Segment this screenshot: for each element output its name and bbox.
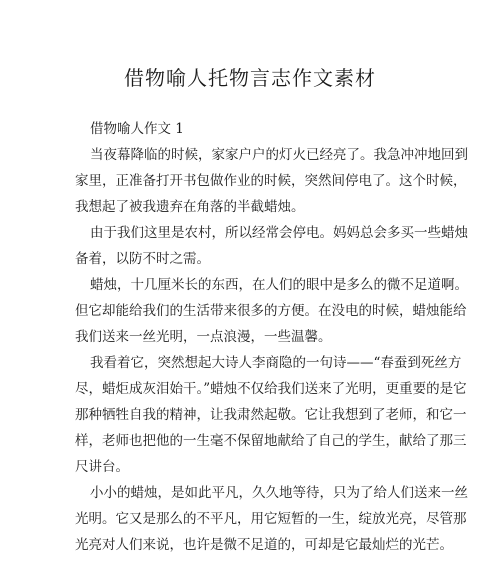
paragraph bbox=[75, 350, 467, 480]
paragraph-line: 当夜幕降临的时候，家家户户的灯火已经亮了。我急冲冲地回到 bbox=[90, 147, 468, 163]
paragraph bbox=[75, 480, 468, 558]
section-heading: 借物喻人作文 1 bbox=[90, 121, 184, 137]
paragraph-line: 我想起了被我遗弃在角落的半截蜡烛。 bbox=[75, 199, 305, 215]
document-body bbox=[75, 116, 468, 558]
paragraph bbox=[75, 272, 468, 350]
paragraph-line: 备着，以防不时之需。 bbox=[75, 251, 210, 267]
paragraph-list bbox=[75, 142, 468, 558]
paragraph bbox=[75, 142, 468, 220]
paragraph-line: 尽，蜡炬成灰泪始干。”蜡烛不仅给我们送来了光明，更重要的是它 bbox=[75, 381, 467, 397]
paragraph-line: 样，老师也把他的一生毫不保留地献给了自己的学生，献给了那三 bbox=[75, 433, 467, 449]
paragraph-line: 我们送来一丝光明，一点浪漫，一些温馨。 bbox=[75, 329, 332, 345]
paragraph-line: 家里，正准备打开书包做作业的时候，突然间停电了。这个时候， bbox=[75, 173, 467, 189]
paragraph-line: 小小的蜡烛，是如此平凡，久久地等待，只为了给人们送来一丝 bbox=[90, 485, 468, 501]
paragraph-line: 尺讲台。 bbox=[75, 459, 129, 475]
paragraph-line: 蜡烛，十几厘米长的东西，在人们的眼中是多么的微不足道啊。 bbox=[90, 277, 468, 293]
paragraph-line: 但它却能给我们的生活带来很多的方便。在没电的时候，蜡烛能给 bbox=[75, 303, 467, 319]
paragraph-line: 由于我们这里是农村，所以经常会停电。妈妈总会多买一些蜡烛 bbox=[90, 225, 468, 241]
document-title: 借物喻人托物言志作文素材 bbox=[124, 66, 376, 90]
paragraph-line: 我看着它，突然想起大诗人李商隐的一句诗——“春蚕到死丝方 bbox=[90, 355, 462, 371]
paragraph bbox=[75, 220, 468, 272]
paragraph-line: 光明。它又是那么的不平凡，用它短暂的一生，绽放光亮，尽管那 bbox=[75, 511, 467, 527]
paragraph-line: 那种牺牲自我的精神，让我肃然起敬。它让我想到了老师，和它一 bbox=[75, 407, 467, 423]
paragraph-line: 光亮对人们来说，也许是微不足道的，可却是它最灿烂的光芒。 bbox=[75, 537, 453, 553]
